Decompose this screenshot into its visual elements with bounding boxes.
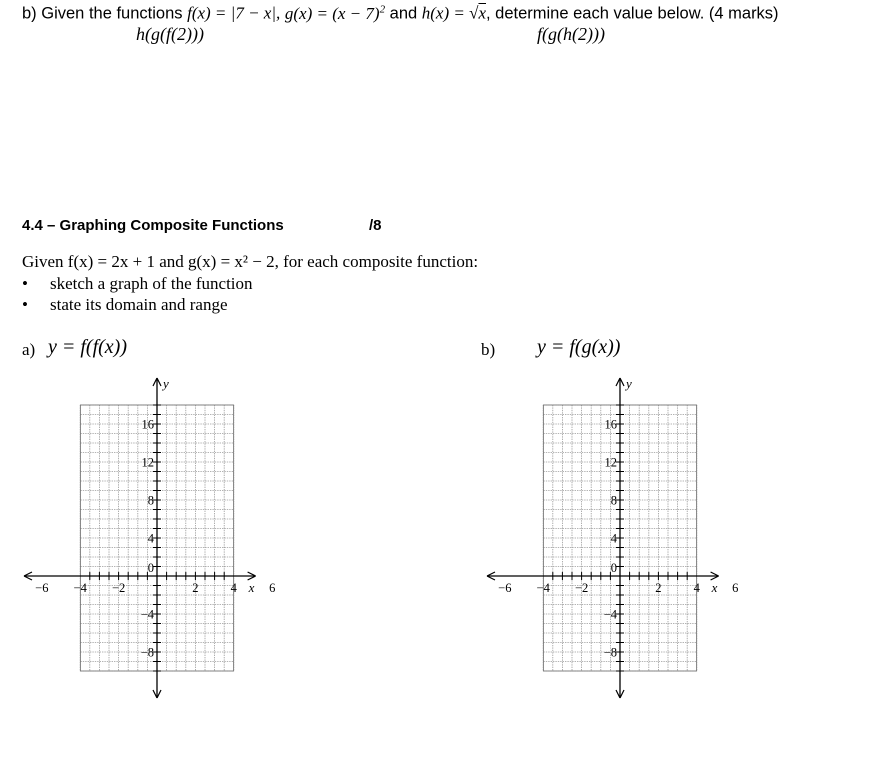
- y-tick-label: −4: [140, 607, 154, 622]
- question-b-label: b) Given the functions: [22, 4, 188, 23]
- tick-labels: [498, 376, 738, 660]
- x-tick-label: 4: [230, 581, 237, 595]
- y-tick-label: 4: [147, 531, 154, 546]
- expression-left: h(g(f(2))): [136, 24, 204, 44]
- y-tick-label: 16: [604, 417, 617, 432]
- y-tick-label: −8: [140, 645, 154, 660]
- question-b-tail: , determine each value below. (4 marks): [486, 4, 779, 23]
- x-tick-label: −6: [35, 581, 49, 595]
- y-axis-label: y: [626, 376, 632, 391]
- part-a-expression: y = f(f(x)): [48, 336, 128, 358]
- y-tick-label: −4: [603, 607, 617, 622]
- y-tick-label: 12: [141, 455, 154, 470]
- bullet-icon: •: [22, 295, 28, 314]
- section-marks: /8: [369, 217, 382, 234]
- bullet-item: • state its domain and range: [22, 295, 228, 314]
- x-axis-label: x: [248, 580, 255, 595]
- x-tick-label: −2: [111, 581, 126, 595]
- expression-right: f(g(h(2))): [537, 24, 605, 44]
- part-b-expression: y = f(g(x)): [537, 336, 621, 358]
- and-word: and: [385, 4, 422, 23]
- x-tick-label: 2: [655, 581, 662, 595]
- y-tick-label: 16: [141, 417, 154, 432]
- f-definition: f(x) = |7 − x|,: [187, 3, 281, 23]
- x-tick-label: −2: [574, 581, 589, 595]
- question-b-text: [22, 3, 779, 24]
- y-tick-label: −8: [603, 645, 617, 660]
- bullet-icon: •: [22, 274, 28, 293]
- x-tick-label: −4: [536, 581, 550, 595]
- section-title: 4.4 – Graphing Composite Functions: [22, 217, 284, 234]
- y-tick-label: 12: [604, 455, 617, 470]
- h-definition: h(x) = √x: [421, 3, 486, 23]
- part-b-label: b): [481, 340, 496, 359]
- x-axis-label: x: [711, 580, 718, 595]
- x-tick-label: 6: [269, 581, 276, 595]
- origin-label: 0: [147, 561, 154, 575]
- origin-label: 0: [610, 561, 617, 575]
- g-definition: $g(x) = (x - 7)^2$: [284, 3, 386, 23]
- y-tick-label: 8: [610, 493, 617, 508]
- given-functions: Given f(x) = 2x + 1 and g(x) = x² − 2, for each composite function:: [22, 252, 479, 271]
- part-a-label: a): [22, 340, 36, 359]
- tick-labels: [35, 376, 275, 660]
- y-axis-label: y: [163, 376, 169, 391]
- bullet-item: • sketch a graph of the function: [22, 274, 253, 293]
- x-tick-label: −4: [73, 581, 87, 595]
- y-tick-label: 8: [147, 493, 154, 508]
- x-tick-label: 2: [192, 581, 199, 595]
- x-tick-label: 4: [693, 581, 700, 595]
- x-tick-label: −6: [498, 581, 512, 595]
- graph-b[interactable]: [483, 368, 773, 703]
- graph-a[interactable]: [20, 368, 310, 703]
- y-tick-label: 4: [610, 531, 617, 546]
- x-tick-label: 6: [732, 581, 739, 595]
